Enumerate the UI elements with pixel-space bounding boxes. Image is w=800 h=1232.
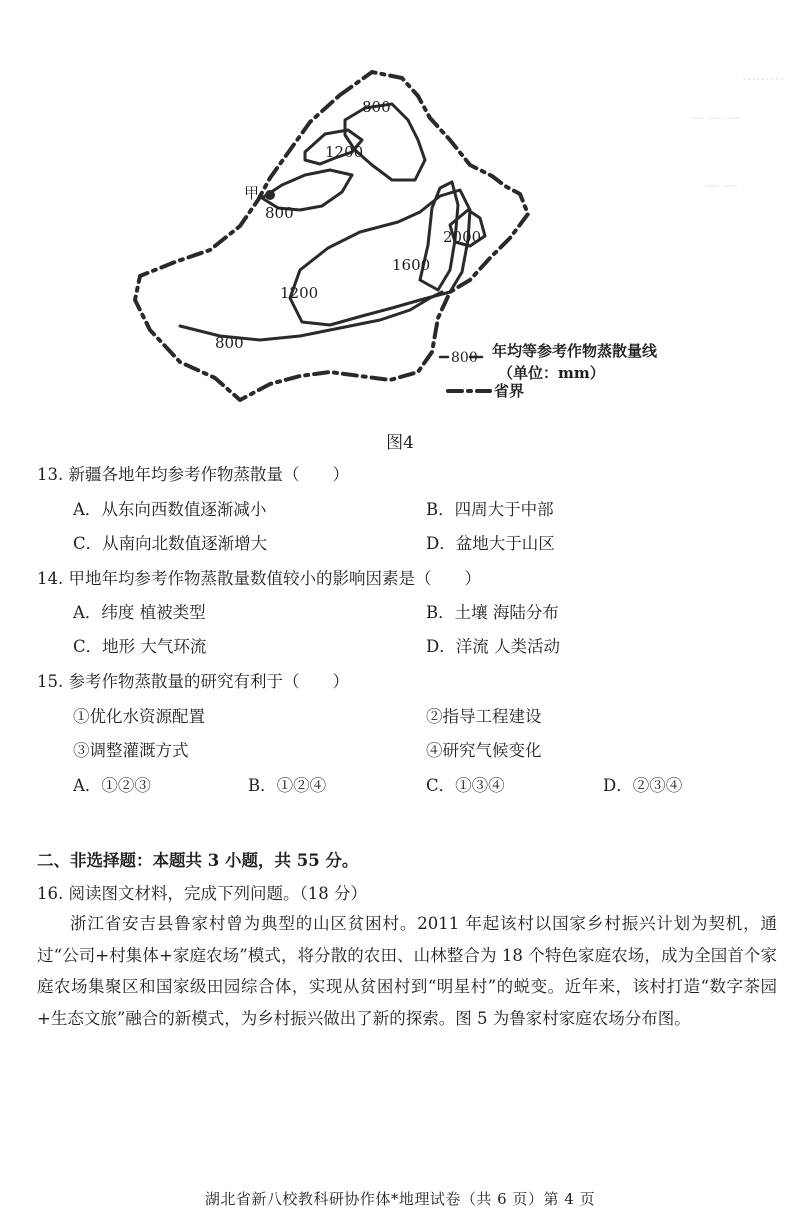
question-14-option-a: A．纬度 植被类型 xyxy=(73,603,206,622)
question-15-option-d: D．②③④ xyxy=(603,776,683,795)
question-15-statement-1: ①优化水资源配置 xyxy=(73,707,205,726)
contour-label-1200-north: 1200 xyxy=(325,143,364,161)
question-13-option-b: B．四周大于中部 xyxy=(426,500,554,519)
legend-sample-value: 800 xyxy=(451,350,478,366)
question-15-option-c: C．①③④ xyxy=(426,776,505,795)
jia-label: 甲 xyxy=(244,184,260,202)
question-13-stem: 13. 新疆各地年均参考作物蒸散量（ ） xyxy=(37,465,349,484)
contour-label-2000: 2000 xyxy=(443,228,482,246)
legend-border-title: 省界 xyxy=(494,382,525,400)
question-14-stem: 14. 甲地年均参考作物蒸散量数值较小的影响因素是（ ） xyxy=(37,569,481,588)
question-15-option-b: B．①②④ xyxy=(248,776,327,795)
question-13-option-d: D．盆地大于山区 xyxy=(426,534,555,553)
figure-caption: 图4 xyxy=(386,433,414,453)
question-14-option-b: B．土壤 海陆分布 xyxy=(426,603,559,622)
question-14-option-d: D．洋流 人类活动 xyxy=(426,637,560,656)
contour-label-1200-south: 1200 xyxy=(280,284,319,302)
legend-unit: （单位：mm） xyxy=(498,364,605,382)
question-15-option-a: A．①②③ xyxy=(73,776,151,795)
bleed-through: ……… xyxy=(742,68,784,84)
contour-label-1600: 1600 xyxy=(392,256,431,274)
contour-label-800-north: 800 xyxy=(362,98,391,116)
legend-line-title: 年均等参考作物蒸散量线 xyxy=(492,342,658,360)
contour-label-800-jia: 800 xyxy=(265,204,294,222)
bleed-through: — — xyxy=(705,178,738,194)
question-13-option-c: C．从南向北数值逐渐增大 xyxy=(73,534,268,553)
xinjiang-evapotranspiration-map xyxy=(0,0,800,420)
bleed-through: — — — xyxy=(690,110,741,126)
page-footer: 湖北省新八校教科研协作体*地理试卷（共 6 页）第 4 页 xyxy=(204,1190,596,1208)
question-14-option-c: C．地形 大气环流 xyxy=(73,637,207,656)
jia-point xyxy=(265,190,275,200)
question-16-stem: 16. 阅读图文材料，完成下列问题。（18 分） xyxy=(37,884,367,903)
question-15-statement-4: ④研究气候变化 xyxy=(426,741,542,760)
contour-label-800-south: 800 xyxy=(215,334,244,352)
question-13-option-a: A．从东向西数值逐渐减小 xyxy=(73,500,267,519)
section-2-title: 二、非选择题：本题共 3 小题，共 55 分。 xyxy=(37,851,359,870)
question-15-statement-3: ③调整灌溉方式 xyxy=(73,741,189,760)
question-15-stem: 15. 参考作物蒸散量的研究有利于（ ） xyxy=(37,672,349,691)
question-16-material: 浙江省安吉县鲁家村曾为典型的山区贫困村。2011 年起该村以国家乡村振兴计划为契机，通过“公司+村集体+家庭农场”模式，将分散的农田、山林整合为 18 个特色家庭农场，成为全国首个家庭农场集聚区和国家级田园综合体，实现从贫困村到“明星村”的蜕变。近年来，该村打造“数字茶园+生态文旅”融合的新模式，为乡村振兴做出了新的探索。图 5 为鲁家村家庭农场分布图。 xyxy=(37,914,777,1028)
question-15-statement-2: ②指导工程建设 xyxy=(426,707,542,726)
